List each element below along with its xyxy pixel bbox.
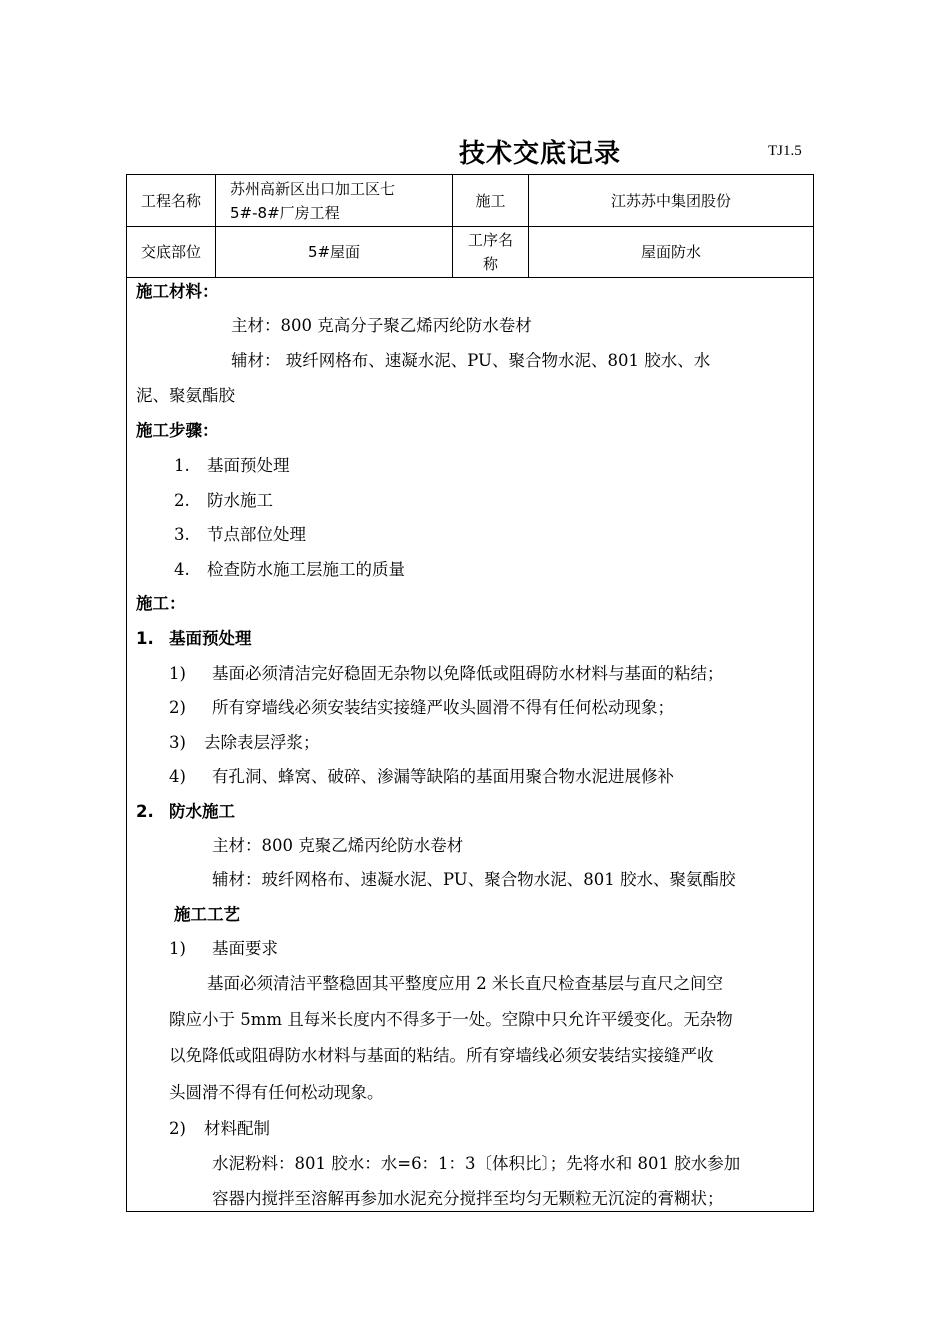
- paragraph-line: 隙应小于 5mm 且每米长度内不得多于一处。空隙中只允许平缓变化。无杂物: [169, 1010, 733, 1029]
- aux-material-line2: 泥、聚氨酯胶: [136, 386, 235, 405]
- row-divider: [127, 277, 813, 278]
- sub1-number: 1): [169, 939, 186, 958]
- location-label: 交底部位: [140, 243, 201, 261]
- step-text: 检查防水施工层施工的质量: [207, 560, 405, 579]
- item-text: 去除表层浮浆；: [204, 733, 320, 752]
- step-text: 防水施工: [207, 491, 273, 510]
- paragraph-line: 头圆滑不得有任何松动现象。: [169, 1083, 384, 1102]
- item-number: 2): [169, 698, 186, 717]
- section2-number: 2.: [136, 802, 154, 821]
- process-value: 屋面防水: [640, 243, 701, 261]
- step-number: 4.: [174, 560, 190, 579]
- step-number: 2.: [174, 491, 190, 510]
- sub1-title: 基面要求: [212, 939, 278, 958]
- item-text: 基面必须清洁完好稳固无杂物以免降低或阻碍防水材料与基面的粘结；: [212, 664, 724, 683]
- main-material: 主材：800 克高分子聚乙烯丙纶防水卷材: [231, 316, 532, 335]
- item-text: 有孔洞、蜂窝、破碎、渗漏等缺陷的基面用聚合物水泥进展修补: [212, 767, 674, 786]
- paragraph-line: 以免降低或阻碍防水材料与基面的粘结。所有穿墙线必须安装结实接缝严收: [169, 1046, 714, 1065]
- item-text: 所有穿墙线必须安装结实接缝严收头圆滑不得有任何松动现象；: [212, 698, 674, 717]
- item-number: 1): [169, 664, 186, 683]
- page-title: 技术交底记录: [459, 139, 622, 169]
- location-value: 5#屋面: [307, 243, 361, 261]
- section1-title: 基面预处理: [169, 629, 252, 648]
- item-number: 4): [169, 767, 186, 786]
- step-text: 基面预处理: [207, 456, 290, 475]
- contractor-value: 江苏苏中集团股份: [610, 191, 731, 210]
- sub2-number: 2): [169, 1119, 186, 1138]
- section2-title: 防水施工: [169, 802, 235, 821]
- project-name-label: 工程名称: [140, 191, 201, 210]
- paragraph-line: 基面必须清洁平整稳固其平整度应用 2 米长直尺检查基层与直尺之间空: [207, 974, 723, 993]
- paragraph-line: 水泥粉料：801 胶水：水=6：1：3〔体积比〕；先将水和 801 胶水参加: [212, 1154, 741, 1173]
- aux-material-line1: 辅材： 玻纤网格布、速凝水泥、PU、聚合物水泥、801 胶水、水: [231, 351, 711, 370]
- step-text: 节点部位处理: [207, 525, 306, 544]
- process-heading: 施工工艺: [174, 905, 240, 924]
- construction-heading: 施工：: [136, 594, 186, 613]
- materials-heading: 施工材料：: [136, 282, 219, 301]
- step-number: 1.: [174, 456, 190, 475]
- section1-number: 1.: [136, 629, 154, 648]
- contractor-label: 施工: [475, 191, 506, 210]
- s2-aux-material: 辅材：玻纤网格布、速凝水泥、PU、聚合物水泥、801 胶水、聚氨酯胶: [212, 870, 736, 889]
- sub2-title: 材料配制: [204, 1119, 270, 1138]
- process-label: 工序名称: [467, 231, 513, 273]
- document-code: TJ1.5: [768, 143, 802, 159]
- steps-heading: 施工步骤：: [136, 421, 219, 440]
- item-number: 3): [169, 733, 186, 752]
- s2-main-material: 主材：800 克聚乙烯丙纶防水卷材: [212, 836, 464, 855]
- project-name-value: 苏州高新区出口加工区七 5#-8#厂房工程: [230, 179, 396, 222]
- step-number: 3.: [174, 525, 190, 544]
- paragraph-line: 容器内搅拌至溶解再参加水泥充分搅拌至均匀无颗粒无沉淀的膏糊状；: [212, 1189, 724, 1208]
